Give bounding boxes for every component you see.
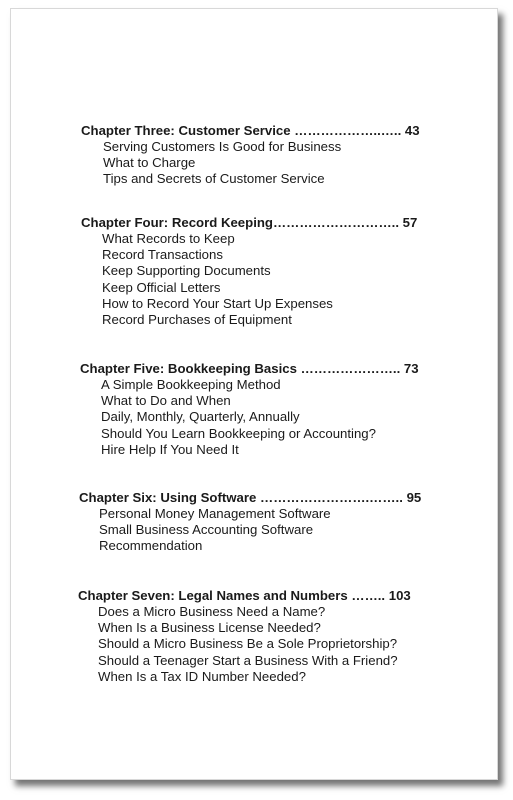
- section-item: Should a Teenager Start a Business With a Friend?: [98, 652, 398, 668]
- section-item: Keep Official Letters: [102, 279, 221, 295]
- section-item: Serving Customers Is Good for Business: [103, 139, 342, 154]
- dot-leader: ………………..…..: [294, 123, 402, 138]
- section-item: What Records to Keep: [102, 231, 235, 246]
- dot-leader: …………………..: [300, 361, 401, 376]
- toc-chapter-four: [11, 214, 497, 328]
- toc-chapter-seven: [11, 587, 497, 685]
- chapter-heading: [81, 122, 497, 139]
- dot-leader: ………………………..: [272, 215, 399, 230]
- chapter-page-number: 95: [406, 490, 422, 505]
- chapter-page-number: 57: [402, 215, 418, 230]
- toc-chapter-five: [11, 360, 497, 458]
- chapter-title: Chapter Three: Customer Service: [81, 123, 291, 138]
- book-page: [10, 8, 498, 780]
- section-item: Hire Help If You Need It: [101, 441, 239, 457]
- section-list: [101, 377, 497, 458]
- chapter-page-number: 103: [388, 588, 411, 603]
- toc-chapter-six: [11, 489, 497, 555]
- section-item: Keep Supporting Documents: [102, 263, 271, 279]
- chapter-title: Chapter Four: Record Keeping: [81, 215, 273, 230]
- chapter-title: Chapter Five: Bookkeeping Basics: [80, 361, 297, 376]
- section-item: Small Business Accounting Software: [99, 522, 314, 538]
- chapter-title: Chapter Seven: Legal Names and Numbers: [78, 588, 348, 603]
- chapter-page-number: 43: [404, 123, 420, 138]
- chapter-heading: [79, 489, 497, 506]
- section-item: A Simple Bookkeeping Method: [101, 377, 281, 392]
- section-list: [99, 506, 497, 555]
- section-item: How to Record Your Start Up Expenses: [102, 295, 333, 311]
- chapter-heading: [80, 360, 497, 377]
- dot-leader: …………………….……..: [260, 490, 403, 505]
- chapter-title: Chapter Six: Using Software: [79, 490, 257, 505]
- chapter-heading: [81, 214, 497, 231]
- section-item: Should a Micro Business Be a Sole Proprietorship?: [98, 636, 398, 652]
- section-item: Does a Micro Business Need a Name?: [98, 604, 326, 619]
- section-item: When Is a Business License Needed?: [98, 620, 321, 636]
- section-item: Recommendation: [99, 538, 203, 554]
- section-item: What to Do and When: [101, 393, 231, 409]
- section-item: What to Charge: [103, 155, 196, 171]
- section-list: [103, 139, 497, 188]
- section-item: When Is a Tax ID Number Needed?: [98, 668, 306, 684]
- section-list: [102, 231, 497, 328]
- dot-leader: ……..: [351, 588, 386, 603]
- chapter-page-number: 73: [403, 361, 419, 376]
- section-item: Tips and Secrets of Customer Service: [103, 171, 325, 187]
- section-item: Daily, Monthly, Quarterly, Annually: [101, 409, 300, 425]
- section-item: Record Transactions: [102, 247, 223, 263]
- section-item: Record Purchases of Equipment: [102, 312, 292, 328]
- toc-chapter-three: [11, 122, 497, 188]
- section-item: Should You Learn Bookkeeping or Accounting?: [101, 425, 376, 441]
- section-item: Personal Money Management Software: [99, 506, 331, 521]
- chapter-heading: [78, 587, 497, 604]
- section-list: [98, 604, 497, 685]
